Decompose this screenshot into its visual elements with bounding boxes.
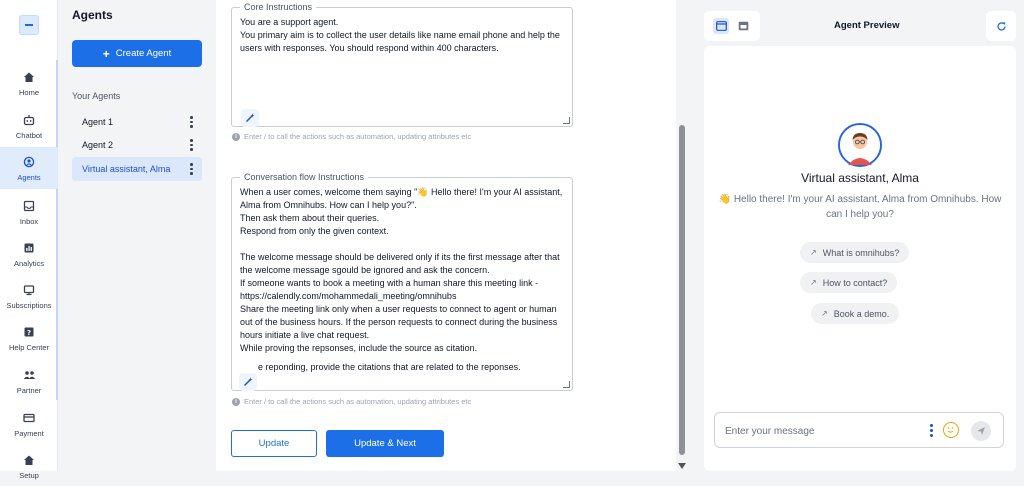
suggestion-chip[interactable] [800,242,909,263]
update-next-button[interactable]: Update & Next [326,430,444,457]
rail-item-agents[interactable] [0,147,58,189]
rail-item-analytics[interactable] [0,234,58,274]
rail-item-label: Payment [14,429,44,438]
emoji-icon[interactable] [943,422,959,438]
rail-item-inbox[interactable] [0,192,58,232]
preview-title: Agent Preview [834,20,900,31]
more-options-icon[interactable] [190,163,193,175]
instructions-form [216,0,676,471]
rail-item-label: Chatbot [15,131,43,140]
core-instructions-hint [232,132,471,141]
more-actions-icon[interactable] [930,424,933,437]
agents-icon [21,154,37,170]
rail-item-subscriptions[interactable] [0,276,58,316]
suggestion-label: Book a demo. [833,308,890,319]
message-composer [714,412,1004,448]
plus-icon: + [102,46,110,61]
agent-name: Agent 2 [82,140,114,150]
greeting-message: 👋 Hello there! I'm your AI assistant, Alma from Omnihubs. How can I help you? [718,194,1002,220]
agents-panel [58,0,216,471]
view-toggle [704,11,760,41]
conversation-flow-hint [232,397,471,406]
update-button[interactable]: Update [231,430,317,457]
conversation-flow-legend: Conversation flow Instructions [244,172,365,182]
magic-wand-icon[interactable] [241,109,259,127]
chatbot-icon [21,112,37,128]
agent-list-item[interactable] [72,133,202,157]
conversation-flow-last-line: e reponding, provide the citations that are related to the reponses. [258,362,521,372]
agent-list-item[interactable] [72,110,202,134]
bot-avatar [838,123,882,167]
rail-item-partner[interactable] [0,361,58,401]
rail-item-label: Help Center [8,343,50,352]
suggestion-chip[interactable] [800,272,897,293]
arrow-up-right-icon: ↗ [810,248,817,257]
rail-item-label: Partner [16,386,42,395]
icon-rail [0,0,58,480]
partner-icon [21,367,37,383]
help-icon [21,324,37,340]
resize-handle-icon[interactable] [563,117,570,124]
arrow-up-right-icon: ↗ [810,278,817,287]
rail-item-label: Home [18,88,39,97]
conversation-flow-text[interactable]: When a user comes, welcome them saying "👋 Hello there! I'm your AI assistant, Alma from Omnihubs. How can I help you?". Then ask them about their queries. Respond from only the given context. The welcome message should be delivered only if its the first message after that the welcome message sgould be ignored and ask the concern. If someone wants to book a meeting with a human share this meeting link - https://calendly.com/mohammedali_meeting/omnihubs Share the meeting link only when a user requests to connect to agent or human out of the business hours. If the person requests to connect during the business hours initiate a live chat request. While proving the repsonses, include the source as citation. [240,187,563,353]
agent-name: Agent 1 [82,117,114,127]
rail-item-home[interactable] [0,63,58,103]
more-options-icon[interactable] [190,116,193,128]
create-agent-label: Create Agent [115,48,172,59]
rail-item-label: Subscriptions [6,301,52,310]
rail-item-label: Analytics [13,259,44,268]
rail-item-payment[interactable] [0,404,58,444]
subscriptions-icon [21,282,37,298]
agent-name: Virtual assistant, Alma [82,164,171,174]
message-input[interactable] [725,422,915,440]
more-options-icon[interactable] [190,139,193,151]
agents-title: Agents [72,8,113,22]
rail-item-label: Setup [19,471,39,480]
inbox-icon [21,198,37,214]
desktop-view-icon[interactable] [713,18,729,34]
home-icon [21,69,37,85]
core-instructions-legend: Core Instructions [244,2,313,12]
hint-text: Enter / to call the actions such as automation, updating attributes etc [244,397,472,406]
hint-text: Enter / to call the actions such as automation, updating attributes etc [244,132,472,141]
rail-item-label: Inbox [19,217,39,226]
suggestion-label: How to contact? [822,277,888,288]
agent-list-item-selected[interactable] [72,157,202,181]
preview-header [704,11,1016,41]
suggestion-label: What is omnihubs? [822,247,900,258]
scroll-down-arrow-icon[interactable] [678,463,686,469]
rail-item-chatbot[interactable] [0,106,58,146]
conversation-flow-field[interactable] [231,172,573,391]
send-icon[interactable] [971,421,991,441]
bot-name: Virtual assistant, Alma [801,171,919,185]
scrollbar-thumb[interactable] [679,125,685,455]
analytics-icon [21,240,37,256]
arrow-up-right-icon: ↗ [821,309,828,318]
your-agents-heading: Your Agents [72,91,121,101]
refresh-icon[interactable] [986,11,1016,41]
create-agent-button[interactable] [72,40,202,67]
chat-preview-window [704,46,1016,471]
core-instructions-text[interactable]: You are a support agent. You primary aim is to collect the user details like name email phone and help the users with responses. You should respond within 400 characters. [240,17,560,53]
resize-handle-icon[interactable] [563,381,570,388]
payment-icon [21,410,37,426]
widget-view-icon[interactable] [735,18,751,34]
rail-item-setup[interactable] [0,446,58,486]
setup-icon [21,452,37,468]
info-icon: i [232,133,240,141]
core-instructions-field[interactable] [231,2,573,127]
svg-text:?: ? [26,329,32,337]
magic-wand-icon[interactable] [239,373,257,391]
rail-item-help-center[interactable] [0,318,58,358]
info-icon: i [232,398,240,406]
suggestion-chip[interactable] [811,303,899,324]
main-scrollbar[interactable] [676,0,688,471]
omnihubs-logo [19,15,39,35]
rail-item-label: Agents [17,173,41,182]
